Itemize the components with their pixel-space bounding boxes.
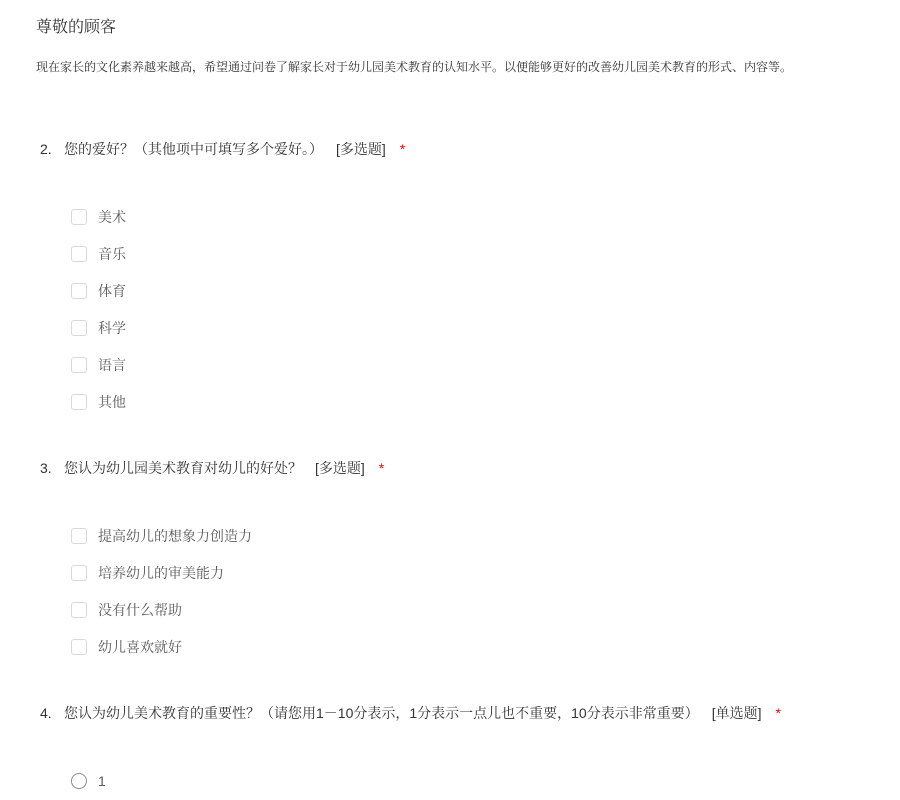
checkbox-icon[interactable] [71,246,87,262]
option-label[interactable]: 美术 [98,208,126,225]
option-label[interactable]: 其他 [98,393,126,410]
question-type-tag: [多选题] [315,460,365,476]
option-row[interactable] [71,554,864,591]
checkbox-icon[interactable] [71,528,87,544]
question-title [36,703,864,723]
option-row[interactable] [71,235,864,272]
checkbox-icon[interactable] [71,639,87,655]
checkbox-icon[interactable] [71,209,87,225]
required-asterisk: * [775,705,781,721]
survey-intro-text: 现在家长的文化素养越来越高，希望通过问卷了解家长对于幼儿园美术教育的认知水平。以便能够更好的改善幼儿园美术教育的形式、内容等。 [36,60,793,74]
question-number: 2. [40,141,52,157]
option-label[interactable]: 语言 [98,356,126,373]
option-row[interactable] [71,628,864,665]
question-list [36,139,864,799]
question-number: 4. [40,705,52,721]
checkbox-icon[interactable] [71,357,87,373]
question-title [36,458,864,478]
page-title: 尊敬的顾客 [36,19,117,36]
checkbox-icon[interactable] [71,565,87,581]
option-label[interactable]: 培养幼儿的审美能力 [98,564,224,581]
option-label[interactable]: 音乐 [98,245,126,262]
question-type-tag: [多选题] [336,141,386,157]
option-label[interactable]: 幼儿喜欢就好 [98,638,182,655]
option-row[interactable] [71,383,864,420]
required-asterisk: * [399,141,406,157]
question-text: 您的爱好？（其他项中可填写多个爱好。） [64,141,323,157]
question-text: 您认为幼儿美术教育的重要性？（请您用1－10分表示，1分表示一点儿也不重要，10分表示非常重要） [64,705,699,721]
checkbox-icon[interactable] [71,320,87,336]
option-row[interactable] [71,198,864,235]
question-block [36,458,864,665]
option-row[interactable] [71,346,864,383]
option-row[interactable] [71,762,864,799]
options-list [71,198,864,420]
question-block [36,139,864,420]
option-row[interactable] [71,517,864,554]
question-block [36,703,864,799]
option-label[interactable]: 没有什么帮助 [98,601,182,618]
option-label[interactable]: 1 [98,772,106,789]
checkbox-icon[interactable] [71,602,87,618]
options-list [71,762,864,799]
option-row[interactable] [71,591,864,628]
option-label[interactable]: 体育 [98,282,126,299]
checkbox-icon[interactable] [71,394,87,410]
question-title [36,139,864,159]
question-text: 您认为幼儿园美术教育对幼儿的好处？ [64,460,302,476]
question-type-tag: [单选题] [711,705,762,721]
option-label[interactable]: 科学 [98,319,126,336]
options-list [71,517,864,665]
question-number: 3. [40,460,52,476]
option-label[interactable]: 提高幼儿的想象力创造力 [98,527,252,544]
radio-icon[interactable] [71,773,87,789]
option-row[interactable] [71,272,864,309]
option-row[interactable] [71,309,864,346]
checkbox-icon[interactable] [71,283,87,299]
required-asterisk: * [378,460,385,476]
